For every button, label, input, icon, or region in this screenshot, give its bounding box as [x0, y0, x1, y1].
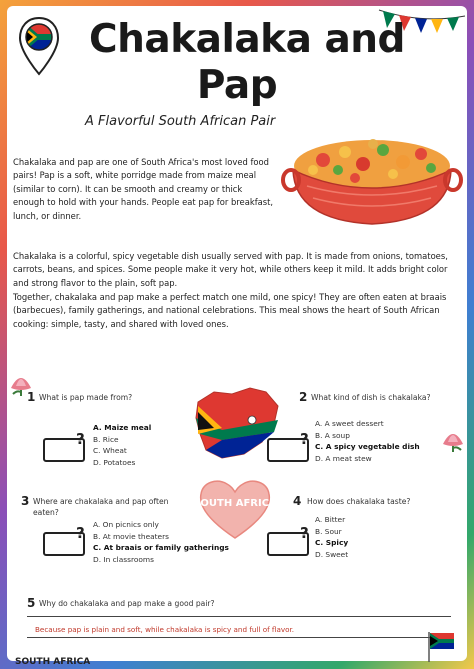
question-3-option-a[interactable]: A. On picnics only: [93, 520, 159, 529]
footer-label: SOUTH AFRICA: [15, 657, 91, 667]
page-title-line2: Pap: [196, 63, 278, 108]
question-1-option-d[interactable]: D. Potatoes: [93, 457, 136, 467]
intro-paragraph: Chakalaka and pap are one of South Africa's most loved food pairs! Pap is a soft, white porridge made from maize meal (similar to corn). It can be smooth and creamy or thick enough to hold with your hands. People eat pap for breakfast, lunch, or dinner.: [13, 157, 274, 221]
question-3-option-c[interactable]: C. At braais or family gatherings: [93, 543, 229, 553]
question-1-option-a[interactable]: A. Maize meal: [93, 423, 152, 432]
question-3-text: Where are chakalaka and pap often eaten?: [33, 497, 169, 517]
chakalaka-paragraph: Chakalaka is a colorful, spicy vegetable dish usually served with pap. It is made from onions, tomatoes, carrots, beans, and spices. Some people make it very hot, while others keep it mild. It adds bright color and strong flavor to the plain, soft pap.: [13, 251, 448, 288]
question-4-option-c[interactable]: C. Spicy: [315, 538, 349, 548]
question-3-option-b[interactable]: B. At movie theaters: [93, 531, 169, 541]
question-2-option-c[interactable]: C. A spicy vegetable dish: [315, 442, 420, 452]
worksheet-page: [7, 6, 467, 667]
question-mark-icon: ?: [300, 524, 309, 542]
answer-line: [27, 616, 451, 617]
question-3-options: [93, 519, 229, 565]
question-4-options: [315, 514, 348, 560]
question-mark-icon: ?: [76, 524, 85, 542]
question-2-option-b[interactable]: B. A soup: [315, 430, 350, 440]
question-4-option-a[interactable]: A. Bitter: [315, 515, 346, 524]
answer-line: [27, 637, 451, 638]
heart-text: SOUTH AFRICA: [193, 498, 277, 509]
question-3-option-d[interactable]: D. In classrooms: [93, 554, 154, 564]
question-2-option-a[interactable]: A. A sweet dessert: [315, 419, 384, 428]
question-2-number: 2: [299, 390, 308, 404]
page-subtitle: A Flavorful South African Pair: [85, 114, 276, 129]
south-africa-flag-icon: [425, 630, 457, 664]
question-3-number: 3: [21, 494, 30, 508]
question-mark-icon: ?: [300, 430, 309, 448]
question-5-text: Why do chakalaka and pap make a good pair?: [39, 599, 215, 608]
question-5-answer[interactable]: Because pap is plain and soft, while chakalaka is spicy and full of flavor.: [35, 625, 295, 634]
question-1-option-c[interactable]: C. Wheat: [93, 446, 127, 456]
question-4-text: How does chakalaka taste?: [307, 497, 411, 506]
together-paragraph: Together, chakalaka and pap make a perfect match one mild, one spicy! They are often eaten at braais (barbecues), family gatherings, and national celebrations. This meal shows the heart of South African cooking: simple, tasty, and shared with loved ones.: [13, 292, 447, 329]
question-1-number: 1: [27, 390, 36, 404]
question-4-option-b[interactable]: B. Sour: [315, 526, 342, 536]
chakalaka-bowl-illustration: [283, 124, 461, 234]
question-mark-icon: ?: [76, 430, 85, 448]
question-1-option-b[interactable]: B. Rice: [93, 434, 119, 444]
question-2-text: What kind of dish is chakalaka?: [311, 393, 431, 402]
question-4-number: 4: [293, 494, 302, 508]
question-2-options: [315, 418, 420, 464]
question-5-number: 5: [27, 596, 36, 610]
question-2-option-d[interactable]: D. A meat stew: [315, 453, 372, 463]
question-4-option-d[interactable]: D. Sweet: [315, 549, 349, 559]
question-1-options: [93, 422, 151, 468]
question-1-text: What is pap made from?: [39, 393, 133, 402]
page-title-line1: Chakalaka and: [89, 17, 405, 62]
protea-flower-icon: [439, 422, 467, 456]
